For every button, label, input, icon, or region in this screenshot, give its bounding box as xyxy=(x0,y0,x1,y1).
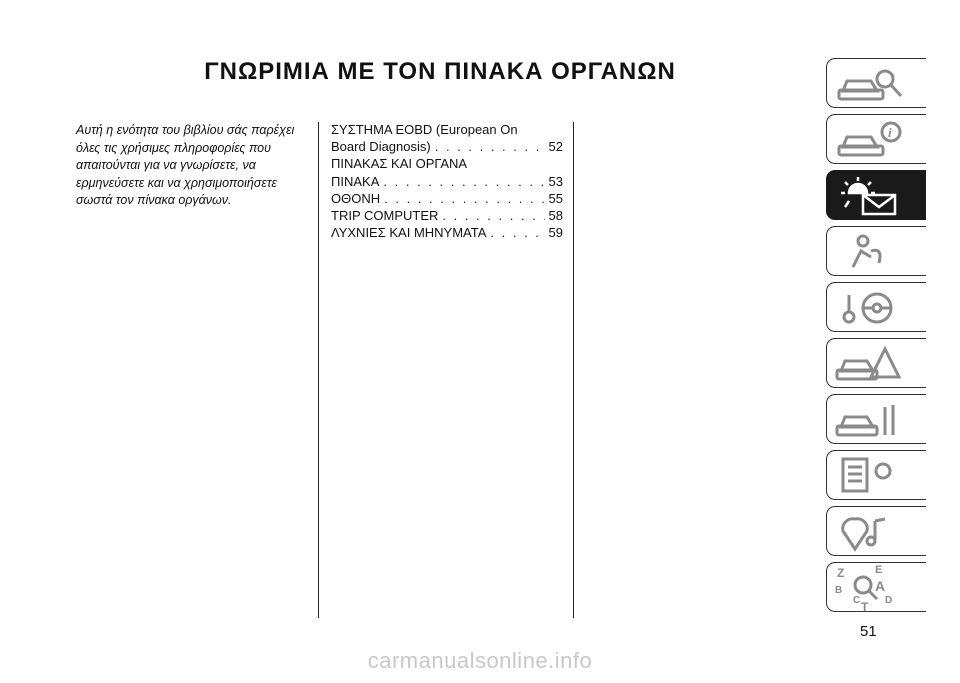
toc-entry[interactable] xyxy=(331,121,563,155)
toc-leader-dots xyxy=(379,173,544,190)
document-gear-icon xyxy=(827,451,927,501)
page-title: ΓΝΩΡΙΜΙΑ ΜΕ ΤΟΝ ΠΙΝΑΚΑ ΟΡΓΑΝΩΝ xyxy=(204,58,676,85)
column-divider xyxy=(318,122,319,618)
toc-entry-line: ΠΙΝΑΚΑΣ ΚΑΙ ΟΡΓΑΝΑ xyxy=(331,156,468,172)
toc-entry-line: ΣΥΣΤΗΜΑ EOBD (European On xyxy=(331,122,518,137)
section-tab-emergency[interactable] xyxy=(826,338,926,388)
svg-text:i: i xyxy=(888,125,892,140)
toc-leader-dots xyxy=(486,224,544,241)
toc-page-number: 55 xyxy=(548,190,563,206)
index-letter-t: T xyxy=(861,600,869,613)
warning-light-message-icon xyxy=(827,171,927,221)
section-tab-technical-data[interactable] xyxy=(826,450,926,500)
toc-entry-title: Board Diagnosis) xyxy=(331,139,431,155)
index-letter-z: Z xyxy=(837,566,845,580)
toc-entry[interactable] xyxy=(331,190,563,207)
section-tab-instruments[interactable] xyxy=(826,170,926,220)
section-tab-car-info[interactable] xyxy=(826,114,926,164)
toc-leader-dots xyxy=(431,138,545,155)
car-warning-triangle-icon xyxy=(827,339,927,389)
toc-entry-title: ΟΘΟΝΗ xyxy=(331,190,381,206)
watermark: carmanualsonline.info xyxy=(367,648,593,673)
toc-entry[interactable] xyxy=(331,207,563,224)
section-tab-safety[interactable] xyxy=(826,226,926,276)
toc-entry[interactable] xyxy=(331,224,563,241)
car-magnifier-icon xyxy=(827,59,927,109)
section-tab-multimedia[interactable] xyxy=(826,506,926,556)
car-info-icon xyxy=(827,115,927,165)
index-letter-c: C xyxy=(853,595,861,606)
index-letter-b: B xyxy=(835,585,843,596)
car-wrench-icon xyxy=(827,395,927,445)
key-steering-wheel-icon xyxy=(827,283,927,333)
toc-page-number: 53 xyxy=(548,173,563,189)
section-tab-starting[interactable] xyxy=(826,282,926,332)
toc-entry[interactable] xyxy=(331,155,563,189)
airbag-seat-icon xyxy=(827,227,927,277)
section-tab-maintenance[interactable] xyxy=(826,394,926,444)
index-letter-e: E xyxy=(875,564,883,576)
table-of-contents xyxy=(331,121,563,241)
toc-page-number: 59 xyxy=(548,225,563,241)
page-number: 51 xyxy=(860,623,877,640)
toc-leader-dots xyxy=(380,190,544,207)
index-letter-a: A xyxy=(875,578,886,594)
toc-entry-title: TRIP COMPUTER xyxy=(331,208,439,224)
toc-leader-dots xyxy=(438,207,544,224)
toc-page-number: 52 xyxy=(548,139,563,155)
alphabet-index-icon xyxy=(827,563,927,613)
toc-page-number: 58 xyxy=(548,208,563,224)
navigation-music-icon xyxy=(827,507,927,557)
toc-entry-title: ΠΙΝΑΚΑ xyxy=(331,173,380,189)
index-letter-d: D xyxy=(885,595,893,606)
intro-text: Αυτή η ενότητα του βιβλίου σάς παρέχει όλες τις χρήσιμες πληροφορίες που απαιτούνται για να γνωρίσετε, να ερμηνεύσετε και να χρησιμοποιήσετε σωστά τον πίνακα οργάνων. xyxy=(76,123,295,207)
column-divider xyxy=(573,122,574,618)
section-tab-car-search[interactable] xyxy=(826,58,926,108)
section-tab-index[interactable] xyxy=(826,562,926,612)
toc-entry-title: ΛΥΧΝΙΕΣ ΚΑΙ ΜΗΝΥΜΑΤΑ xyxy=(331,225,487,241)
